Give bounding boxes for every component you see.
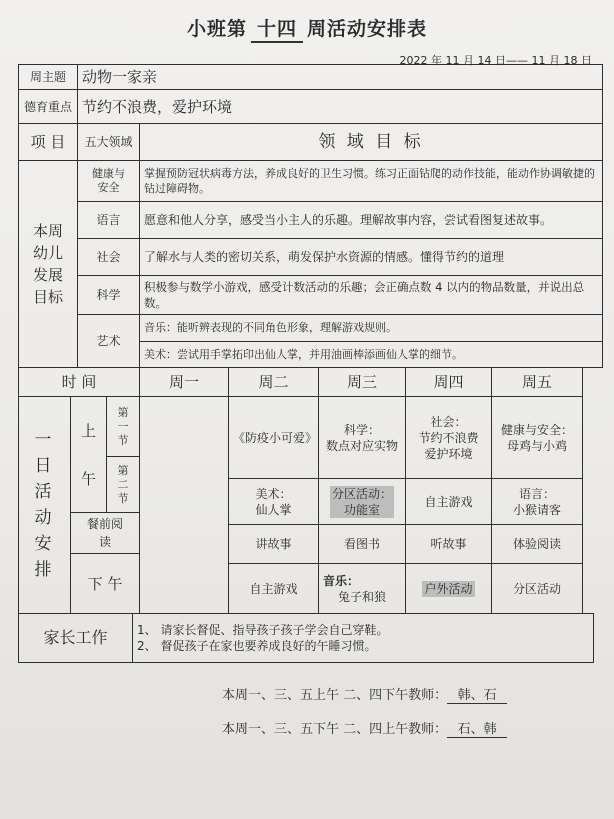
- thu-section-1: 社会： 节约不浪费 爱护环境: [405, 396, 492, 479]
- parents-work-item-2: 2、 督促孩子在家也要养成良好的午睡习惯。: [137, 639, 377, 653]
- goal-language: 愿意和他人分享，感受当小主人的乐趣。理解故事内容，尝试看图复述故事。: [139, 201, 603, 239]
- wed-section-2: [318, 478, 406, 525]
- moral-value: 节约不浪费，爱护环境: [77, 89, 603, 124]
- wed-section-2-text: 分区活动： 功能室: [331, 486, 392, 517]
- goal-social: 了解水与人类的密切关系，萌发保护水资源的情感。懂得节约的道理: [139, 238, 603, 276]
- week-number: 十四: [251, 14, 303, 43]
- theme-label: 周主题: [18, 64, 78, 90]
- day-mon: 周一: [139, 367, 229, 397]
- domain-language: 语言: [77, 201, 140, 239]
- fri-afternoon: 分区活动: [491, 563, 583, 614]
- teacher-signature-1: 韩、石: [447, 684, 507, 704]
- wed-afternoon-label: 音乐：: [323, 573, 360, 588]
- afternoon-label: 下 午: [70, 553, 140, 614]
- goal-art-music: 音乐：能听辨表现的不同角色形象，理解游戏规则。: [139, 314, 603, 342]
- day-wed: 周三: [318, 367, 406, 397]
- thu-meal-reading: 听故事: [405, 524, 492, 564]
- goal-science: 积极参与数学小游戏，感受计数活动的乐趣；会正确点数 4 以内的物品数量，并说出总数。: [139, 275, 603, 315]
- fri-meal-reading: 体验阅读: [491, 524, 583, 564]
- tue-section-2: 美术： 仙人掌: [228, 478, 319, 525]
- item-label: 项 目: [18, 123, 78, 161]
- wed-afternoon: [318, 563, 406, 614]
- day-thu: 周四: [405, 367, 492, 397]
- parents-work-content: [132, 613, 594, 663]
- domain-science: 科学: [77, 275, 140, 315]
- page-title: 小班第 十四 周活动安排表: [0, 14, 614, 43]
- thu-afternoon-text: 户外活动: [424, 581, 473, 596]
- goal-art-fineart: 美术：尝试用手掌拓印出仙人掌，并用油画棒添画仙人掌的细节。: [139, 341, 603, 368]
- fri-section-1: 健康与安全： 母鸡与小鸡: [491, 396, 583, 479]
- day-fri: 周五: [491, 367, 583, 397]
- wed-afternoon-text: 兔子和狼: [337, 589, 386, 604]
- meal-reading-label: 餐前阅读: [70, 512, 140, 554]
- section-1-label: 第一节: [106, 396, 140, 457]
- domain-social: 社会: [77, 238, 140, 276]
- thu-afternoon: [405, 563, 492, 614]
- tue-section-1: 《防疫小可爱》: [228, 396, 319, 479]
- moral-label: 德育重点: [18, 89, 78, 124]
- theme-value: 动物一家亲: [77, 64, 603, 90]
- tue-afternoon: 自主游戏: [228, 563, 319, 614]
- goal-health: 掌握预防冠状病毒方法，养成良好的卫生习惯。练习正面钻爬的动作技能，能动作协调敏捷的钻过障碍物。: [139, 160, 603, 202]
- teacher-line-1: 本周一、三、五上午 二、四下午教师： 韩、石: [222, 684, 507, 704]
- date-range: 2022 年 11 月 14 日—— 11 月 18 日: [399, 54, 592, 67]
- domain-art: 艺术: [77, 314, 140, 368]
- teacher-line-2: 本周一、三、五下午 二、四上午教师： 石、韩: [222, 718, 507, 738]
- domain-label: 五大领域: [77, 123, 140, 161]
- day-tue: 周二: [228, 367, 319, 397]
- section-2-label: 第二节: [106, 456, 140, 513]
- goal-header: 领 域 目 标: [139, 123, 603, 161]
- parents-work-item-1: 1、 请家长督促、指导孩子孩子学会自己穿鞋。: [137, 623, 389, 637]
- daily-schedule-label: 一日活动安排: [18, 396, 71, 614]
- domain-health: 健康与安全: [77, 160, 140, 202]
- wed-meal-reading: 看图书: [318, 524, 406, 564]
- fri-section-2: 语言： 小猴请客: [491, 478, 583, 525]
- thu-section-2: 自主游戏: [405, 478, 492, 525]
- weekly-goals-label: 本周幼儿发展目标: [18, 160, 78, 368]
- monday-schedule: [139, 396, 229, 614]
- parents-work-label: 家长工作: [18, 613, 133, 663]
- teacher-signature-2: 石、韩: [447, 718, 507, 738]
- tue-meal-reading: 讲故事: [228, 524, 319, 564]
- morning-label: 上午: [70, 396, 107, 513]
- wed-section-1: 科学： 数点对应实物: [318, 396, 406, 479]
- time-label: 时 间: [18, 367, 140, 397]
